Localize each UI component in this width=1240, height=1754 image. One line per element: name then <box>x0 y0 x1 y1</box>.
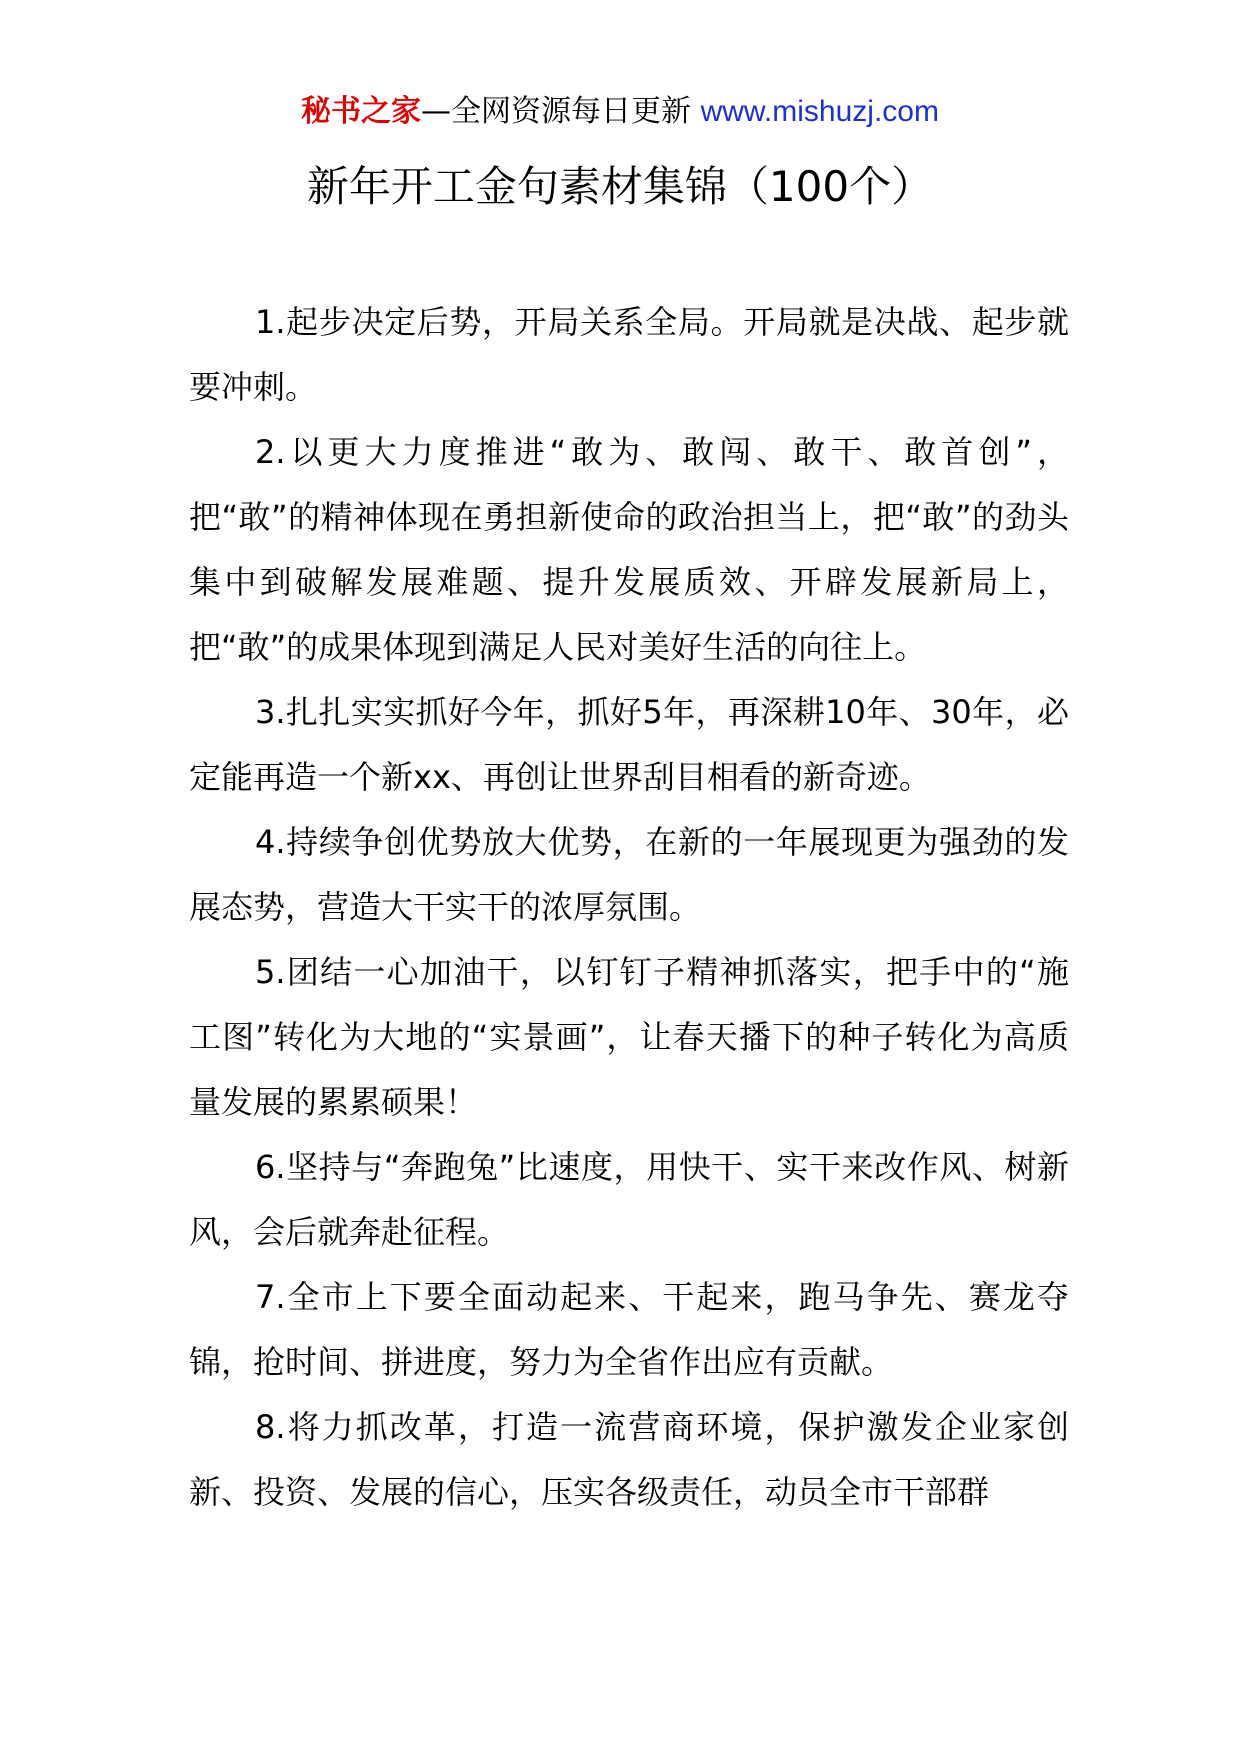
list-item: 4.持续争创优势放大优势，在新的一年展现更为强劲的发展态势，营造大干实干的浓厚氛围。 <box>189 823 1069 926</box>
site-tagline: —全网资源每日更新 <box>421 94 692 129</box>
list-item: 7.全市上下要全面动起来、干起来，跑马争先、赛龙夺锦，抢时间、拼进度，努力为全省作出应有贡献。 <box>189 1278 1069 1381</box>
list-item: 5.团结一心加油干，以钉钉子精神抓落实，把手中的“施工图”转化为大地的“实景画”，让春天播下的种子转化为高质量发展的累累硕果！ <box>189 953 1069 1121</box>
brand-name: 秘书之家 <box>301 94 422 129</box>
list-item: 6.坚持与“奔跑兔”比速度，用快干、实干来改作风、树新风，会后就奔赴征程。 <box>189 1148 1069 1251</box>
document-title: 新年开工金句素材集锦（100个） <box>306 162 934 211</box>
list-item: 8.将力抓改革，打造一流营商环境，保护激发企业家创新、投资、发展的信心，压实各级责任，动员全市干部群 <box>189 1408 1069 1511</box>
list-item: 1.起步决定后势，开局关系全局。开局就是决战、起步就要冲刺。 <box>189 303 1069 406</box>
document-body <box>189 290 1069 1525</box>
site-header <box>0 92 1240 132</box>
list-item: 3.扎扎实实抓好今年，抓好5年，再深耕10年、30年，必定能再造一个新xx、再创让世界刮目相看的新奇迹。 <box>189 693 1069 796</box>
site-url-link[interactable]: www.mishuzj.com <box>700 95 939 128</box>
list-item: 2.以更大力度推进“敢为、敢闯、敢干、敢首创”，把“敢”的精神体现在勇担新使命的政治担当上，把“敢”的劲头集中到破解发展难题、提升发展质效、开辟发展新局上，把“敢”的成果体现到满足人民对美好生活的向往上。 <box>189 433 1069 666</box>
